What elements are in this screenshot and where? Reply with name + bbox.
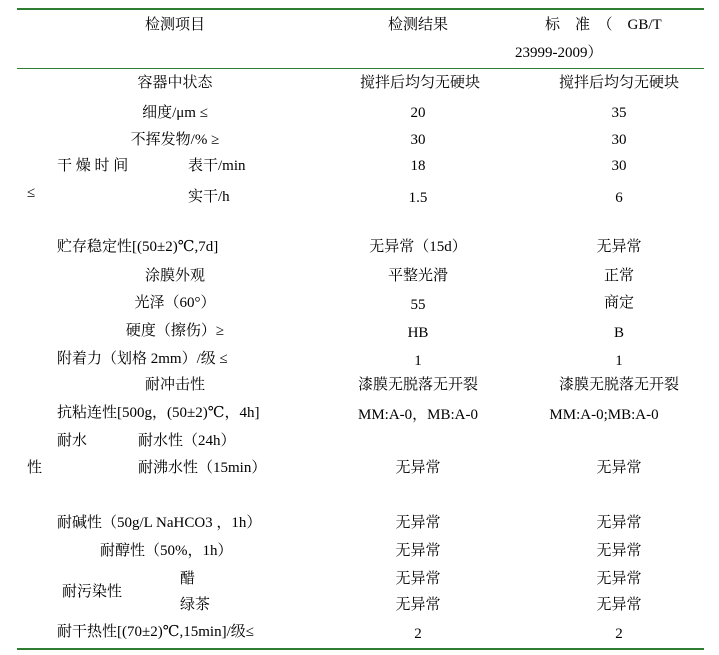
row-label-drying: 干 燥 时 间 — [57, 158, 129, 174]
row-standard-vinegar: 无异常 — [596, 571, 642, 587]
row-label-boiling-water: 耐沸水性（15min） — [138, 460, 267, 476]
row-result-boiling-water: 无异常 — [395, 460, 441, 476]
row-standard-boiling-water: 无异常 — [596, 460, 642, 476]
row-standard-nonvolatile: 30 — [611, 132, 627, 148]
row-label-water-group: 耐水 — [57, 433, 88, 449]
row-result-green-tea: 无异常 — [395, 597, 441, 613]
row-standard-impact: 漆膜无脱落无开裂 — [558, 377, 680, 393]
table-bottom-rule — [17, 648, 704, 650]
row-label-water-group-tail: 性 — [27, 460, 43, 476]
row-label-impact: 耐冲击性 — [144, 377, 206, 393]
row-standard-hard-dry: 6 — [615, 190, 623, 206]
row-label-gloss: 光泽（60°） — [134, 295, 216, 311]
row-result-adhesion: 1 — [414, 353, 422, 369]
row-label-alcohol: 耐醇性（50%，1h） — [100, 543, 233, 559]
row-standard-alcohol: 无异常 — [596, 543, 642, 559]
row-result-gloss: 55 — [410, 297, 426, 313]
row-label-fineness: 细度/μm ≤ — [142, 105, 208, 121]
row-result-hardness: HB — [407, 325, 429, 341]
row-label-surface-dry: 表干/min — [188, 158, 246, 174]
row-label-nonvolatile: 不挥发物/% ≥ — [130, 132, 220, 148]
row-label-hard-dry: 实干/h — [188, 189, 230, 205]
row-result-nonvolatile: 30 — [410, 132, 426, 148]
row-result-fineness: 20 — [410, 105, 426, 121]
row-result-surface-dry: 18 — [410, 158, 426, 174]
header-result: 检测结果 — [387, 17, 449, 33]
row-label-drying-le: ≤ — [27, 185, 36, 201]
row-label-hardness: 硬度（擦伤）≥ — [125, 323, 225, 339]
row-label-alkali: 耐碱性（50g/L NaHCO3 ，1h） — [57, 515, 262, 531]
row-standard-gloss: 商定 — [603, 295, 635, 311]
row-standard-appearance: 正常 — [603, 268, 635, 284]
row-label-vinegar: 醋 — [180, 571, 196, 587]
row-result-alcohol: 无异常 — [395, 543, 441, 559]
row-result-impact: 漆膜无脱落无开裂 — [357, 377, 479, 393]
header-standard-line1: 标 准 （ GB/T — [545, 17, 662, 33]
row-label-appearance: 涂膜外观 — [144, 268, 206, 284]
row-result-container: 搅拌后均匀无硬块 — [359, 75, 481, 91]
table-top-rule — [17, 8, 704, 10]
row-standard-blocking: MM:A-0;MB:A-0 — [549, 407, 659, 423]
row-standard-dry-heat: 2 — [615, 626, 623, 642]
row-result-hard-dry: 1.5 — [408, 190, 428, 206]
row-standard-container: 搅拌后均匀无硬块 — [558, 75, 680, 91]
row-result-blocking: MM:A-0，MB:A-0 — [357, 407, 479, 423]
row-standard-green-tea: 无异常 — [596, 597, 642, 613]
row-standard-adhesion: 1 — [615, 353, 623, 369]
row-label-green-tea: 绿茶 — [180, 597, 211, 613]
header-divider-rule — [17, 68, 704, 69]
row-label-blocking: 抗粘连性[500g，(50±2)℃，4h] — [57, 405, 260, 421]
header-item: 检测项目 — [144, 17, 206, 33]
row-label-container: 容器中状态 — [137, 75, 213, 91]
row-standard-alkali: 无异常 — [596, 515, 642, 531]
row-label-stain: 耐污染性 — [62, 584, 123, 600]
row-label-water-24h: 耐水性（24h） — [138, 433, 236, 449]
row-standard-fineness: 35 — [611, 105, 627, 121]
row-standard-hardness: B — [613, 325, 625, 341]
row-label-adhesion: 附着力（划格 2mm）/级 ≤ — [57, 351, 228, 367]
row-result-appearance: 平整光滑 — [387, 268, 449, 284]
row-result-dry-heat: 2 — [414, 626, 422, 642]
row-label-storage: 贮存稳定性[(50±2)℃,7d] — [57, 239, 219, 255]
row-standard-surface-dry: 30 — [611, 158, 627, 174]
row-standard-storage: 无异常 — [596, 239, 642, 255]
row-result-storage: 无异常（15d） — [369, 239, 467, 255]
header-standard-line2: 23999-2009） — [515, 45, 603, 61]
row-result-alkali: 无异常 — [395, 515, 441, 531]
row-result-vinegar: 无异常 — [395, 571, 441, 587]
row-label-dry-heat: 耐干热性[(70±2)℃,15min]/级≤ — [57, 624, 254, 640]
